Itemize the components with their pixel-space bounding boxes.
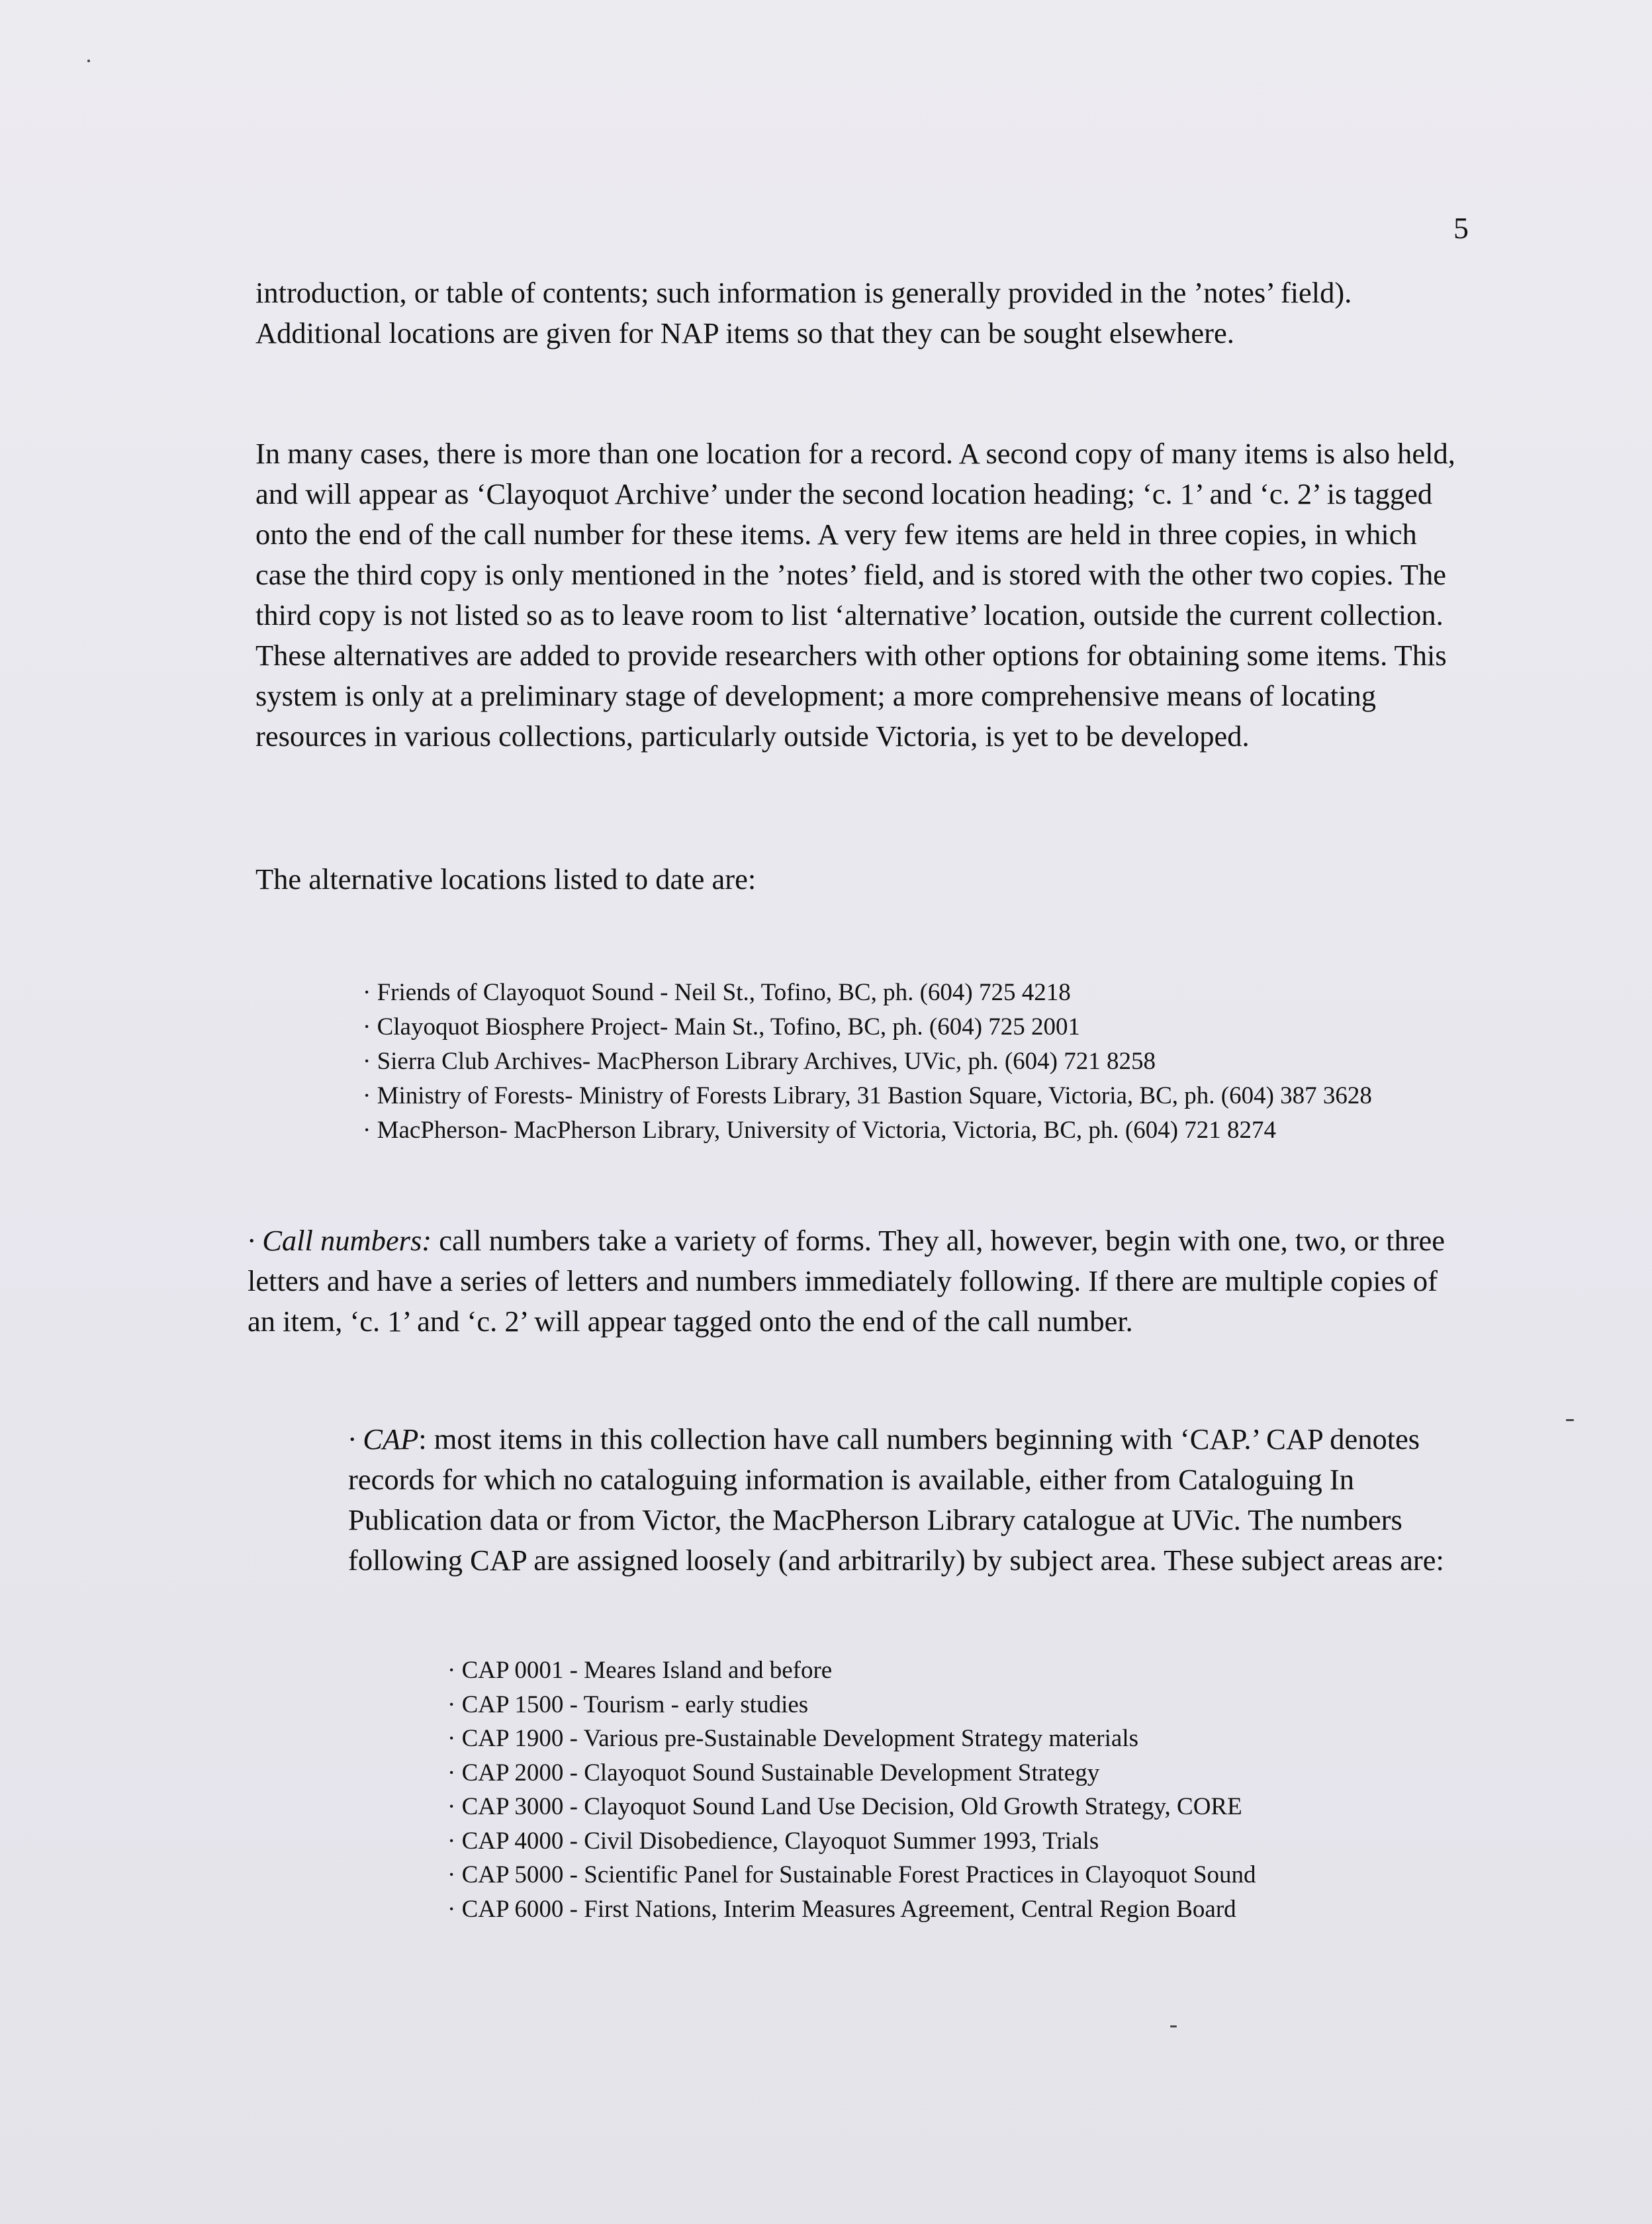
list-item: · CAP 1500 - Tourism - early studies [447, 1691, 809, 1718]
paragraph-multiple-locations: In many cases, there is more than one location for a record. A second copy of many items is also held, and will appear as ‘Clayoquot Archive’ under the second location heading; ‘c. 1’ and ‘c. 2’ is tagged onto the end of the call number for these items. A very few items are held in three copies, in which case the third copy is only mentioned in the ’notes’ field, and is stored with the other two copies. The third copy is not listed so as to leave room to list ‘alternative’ location, outside the current collection. These alternatives are added to provide researchers with other options for obtaining some items. This system is only at a preliminary stage of development; a more comprehensive means of locating resources in various collections, particularly outside Victoria, is yet to be developed. [255, 437, 1455, 753]
list-item: · CAP 3000 - Clayoquot Sound Land Use Decision, Old Growth Strategy, CORE [447, 1793, 1242, 1820]
list-item: · Friends of Clayoquot Sound - Neil St., Tofino, BC, ph. (604) 725 4218 [363, 979, 1071, 1006]
list-item: · CAP 6000 - First Nations, Interim Measures Agreement, Central Region Board [447, 1895, 1236, 1923]
list-item: · CAP 4000 - Civil Disobedience, Clayoquot Summer 1993, Trials [447, 1827, 1099, 1855]
cap-heading: · CAP [348, 1422, 419, 1456]
paragraph-intro-continuation: introduction, or table of contents; such information is generally provided in the ’notes’ field). Additional locations are given for NAP items so that they can be sought elsewhere. [255, 276, 1352, 349]
list-item: · MacPherson- MacPherson Library, University of Victoria, Victoria, BC, ph. (604) 721 8274 [363, 1117, 1277, 1144]
alternative-locations-list [363, 976, 1448, 1148]
list-item: · CAP 5000 - Scientific Panel for Sustainable Forest Practices in Clayoquot Sound [447, 1861, 1256, 1888]
call-numbers-text: call numbers take a variety of forms. They all, however, begin with one, two, or three letters and have a series of letters and numbers immediately following. If there are multiple copies of an item, ‘c. 1’ and ‘c. 2’ will appear tagged onto the end of the call number. [248, 1224, 1446, 1338]
list-item: · Sierra Club Archives- MacPherson Library Archives, UVic, ph. (604) 721 8258 [363, 1048, 1156, 1075]
list-item: · Ministry of Forests- Ministry of Forests Library, 31 Bastion Square, Victoria, BC, ph. (604) 387 3628 [363, 1082, 1372, 1109]
list-item: · CAP 0001 - Meares Island and before [447, 1657, 833, 1684]
list-item: · Clayoquot Biosphere Project- Main St., Tofino, BC, ph. (604) 725 2001 [363, 1013, 1081, 1041]
paragraph-cap [348, 1419, 1467, 1581]
scan-speck [1566, 1419, 1574, 1421]
scan-speck [1170, 2025, 1177, 2027]
cap-subject-areas-list [447, 1653, 1533, 1926]
page-number: 5 [1453, 211, 1469, 245]
list-item: · CAP 2000 - Clayoquot Sound Sustainable Development Strategy [447, 1759, 1100, 1786]
call-numbers-heading: · Call numbers: [248, 1224, 432, 1257]
list-item: · CAP 1900 - Various pre-Sustainable Development Strategy materials [447, 1725, 1139, 1752]
scan-speck [87, 60, 90, 62]
paragraph-alternative-locations-intro: The alternative locations listed to date are: [255, 862, 757, 896]
cap-text: : most items in this collection have call numbers beginning with ‘CAP.’ CAP denotes records for which no cataloguing information is available, either from Cataloguing In Publication data or from Victor, the MacPherson Library catalogue at UVic. The numbers following CAP are assigned loosely (and arbitrarily) by subject area. These subject areas are: [348, 1422, 1444, 1577]
paragraph-call-numbers [248, 1221, 1446, 1342]
